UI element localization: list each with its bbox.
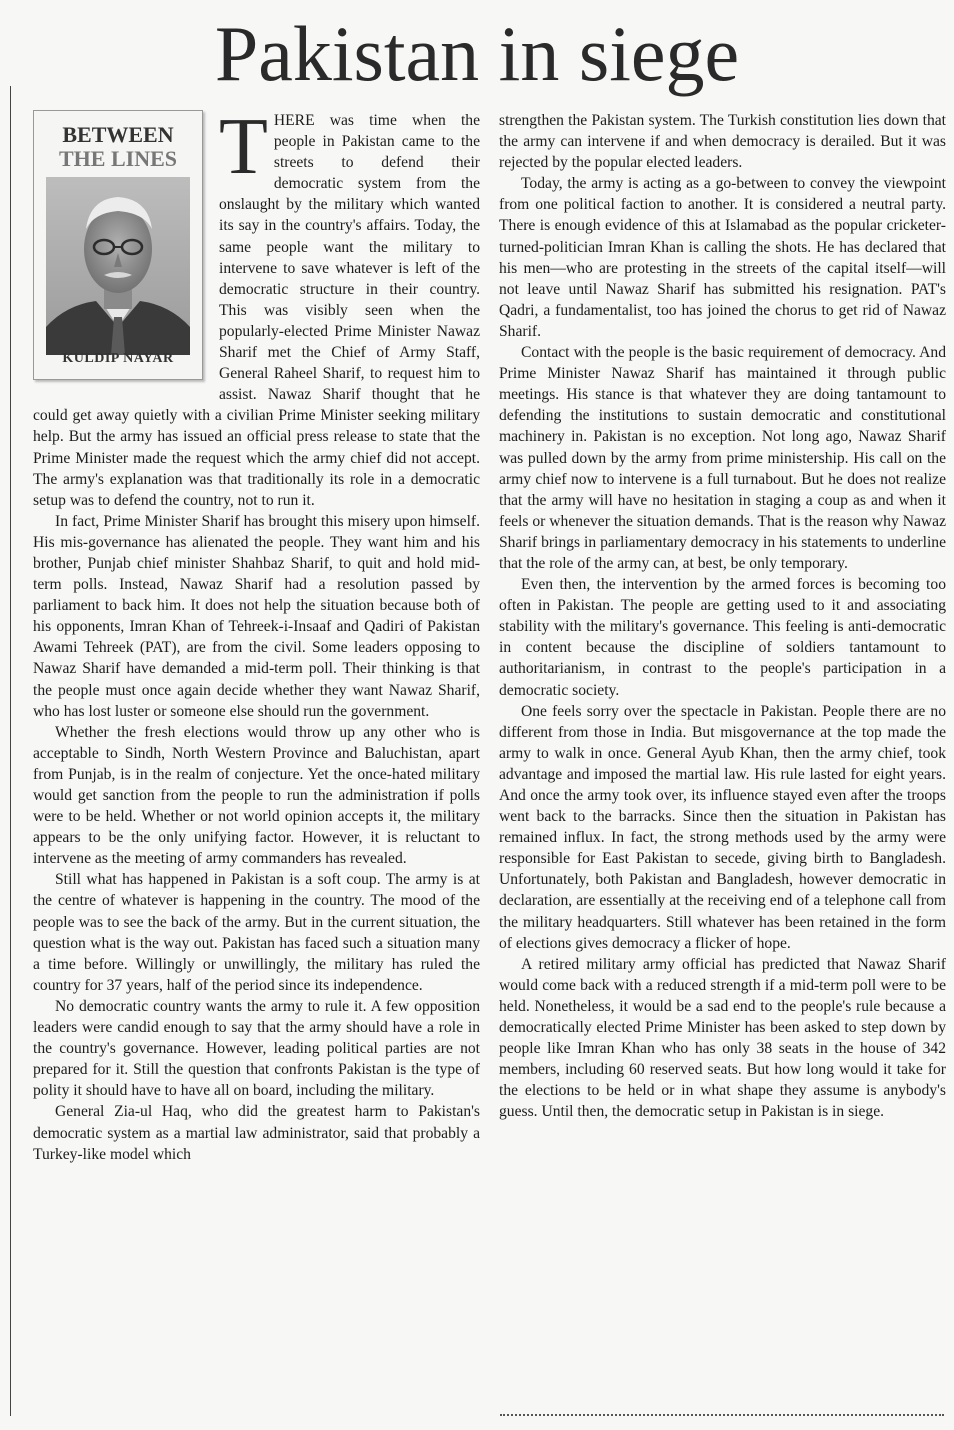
article-column-left — [33, 103, 480, 1165]
column-title: BETWEEN — [62, 122, 174, 147]
article-column-right — [499, 110, 946, 1123]
author-name: KULDIP NAYAR — [62, 350, 174, 366]
paragraph: HERE was time when the people in Pakistan came to the streets to defend their democratic system from the onslaught by the military which wanted its say in the country's affairs. Today, the same people want the military to intervene to save whatever is left of the democratic structure in their country. This was visibly seen when the popularly-elected Prime Minister Nawaz Sharif met the Chief of Army Staff, General Raheel Sharif, to request him to assist. Nawaz Sharif thought that he could get away quietly with a civilian Prime Minister seeking military help. But the army has issued an official press release to state that the Prime Minister made the request which the army chief did not accept. The army's explanation was that traditionally its role in a democratic setup was to defend the country, not to run it. — [33, 112, 480, 509]
paragraph: General Zia-ul Haq, who did the greatest harm to Pakistan's democratic system as a martial law administrator, said that probably a Turkey-like model which — [33, 1103, 480, 1163]
paragraph: In fact, Prime Minister Sharif has brought this misery upon himself. His mis-governance has alienated the people. They want him and his brother, Punjab chief minister Shahbaz Sharif, to quit and hold mid-term polls. Instead, Nawaz Sharif had a resolution passed by parliament to back him. It does not help the situation because both of his opponents, Imran Khan of Tehreek-i-Insaaf and Qadiri of Pakistan Awami Tehreek (PAT), are from the civil. Some leaders opposing to Nawaz Sharif have demanded a mid-term poll. Their thinking is that the people must once again decide whether they want Nawaz Sharif, who has lost luster or someone else should run the government. — [33, 512, 480, 720]
byline-box — [33, 110, 203, 380]
paragraph: One feels sorry over the spectacle in Pakistan. People there are no different from those in India. But misgovernance at the top made the army to walk in once. General Ayub Khan, then the army chief, took advantage and imposed the martial law. His rule lasted for eight years. And once the army took over, its influence stayed even after the troops went back to the barracks. Since then the situation in Pakistan has remained influx. In fact, the strong methods used by the army were responsible for East Pakistan to secede, giving birth to Bangladesh. Unfortunately, both Pakistan and Bangladesh, however democratic in declaration, are essentially at the receiving end of a telephone call from the military headquarters. Still whatever has been retained in the form of elections gives democracy a flicker of hope. — [499, 702, 946, 952]
paragraph: Contact with the people is the basic requirement of democracy. And Prime Minister Nawaz Sharif has maintained it through public meetings. His stance is that whatever they are doing tantamount to defending the institutions to sustain democratic and constitutional machinery in. Pakistan is no exception. Not long ago, Nawaz Sharif was pulled down by the army from prime ministership. His call on the army chief now to intervene is a full turnabout. But he does not realize that the army will have no hesitation in staging a coup as and when it feels or whenever the situation demands. That is the reason why Nawaz Sharif brings in parliamentary democracy in his statements to underline that the role of the army can, at best, be only temporary. — [499, 344, 946, 572]
paragraph: Still what has happened in Pakistan is a soft coup. The army is at the centre of whatever is happening in the country. The mood of the people was to see the back of the army. But in the current situation, the question what is the way out. Pakistan has faced such a situation many a time before. Willingly or unwillingly, the military has ruled the country for 37 years, half of the period since its independence. — [33, 871, 480, 994]
left-column-rule — [10, 86, 11, 1416]
end-of-article-divider — [500, 1408, 944, 1416]
column-subtitle: THE LINES — [59, 146, 177, 171]
author-photo — [46, 177, 190, 355]
headline: Pakistan in siege — [214, 10, 740, 97]
drop-cap: T — [219, 103, 268, 191]
paragraph: Today, the army is acting as a go-between to convey the viewpoint from one political faction to another. It is considered a neutral party. There is enough evidence of this at Islamabad as the popular cricketer-turned-politician Imran Khan is calling the shots. He has declared that his men—who are protesting in the streets of the capital itself—will not leave until Nawaz Sharif has submitted his resignation. PAT's Qadri, a fundamentalist, too has joined the chorus to get rid of Nawaz Sharif. — [499, 175, 946, 340]
paragraph: A retired military army official has predicted that Nawaz Sharif would come back with a reduced strength if a mid-term poll were to be held. Nonetheless, it would be a sad end to the people's rule because a democratically elected Prime Minister has been asked to step down by people like Imran Khan who has only 38 seats in the house of 342 members, including 60 reserved seats. But how long would it take for the elections to be held or in what shape they assume is anybody's guess. Until then, the democratic setup in Pakistan is in siege. — [499, 955, 946, 1121]
paragraph: Even then, the intervention by the armed forces is becoming too often in Pakistan. The people are getting used to it and associating stability with the military's governance. This feeling is anti-democratic in content because the discipline of soldiers tantamount to authoritarianism, in contrast to the people's participation in a democratic society. — [499, 576, 946, 699]
paragraph: No democratic country wants the army to rule it. A few opposition leaders were candid enough to say that the army should have a role in the country's governance. However, leading political parties are not prepared for it. Still the question that confronts Pakistan is the type of polity it should have to have all on board, including the military. — [33, 997, 480, 1100]
paragraph: Whether the fresh elections would throw up any other who is acceptable to Sindh, North Western Province and Baluchistan, apart from Punjab, is in the realm of conjecture. Yet the once-hated military would get sanction from the people to run the administration if polls were to be held. Whether or not world opinion accepts it, the military appears to be the only unifying factor. However, it is reluctant to intervene as the meeting of army commanders has revealed. — [33, 723, 480, 868]
paragraph: strengthen the Pakistan system. The Turkish constitution lies down that the army can intervene if and when democracy is derailed. But it was rejected by the popular elected leaders. — [499, 112, 946, 172]
